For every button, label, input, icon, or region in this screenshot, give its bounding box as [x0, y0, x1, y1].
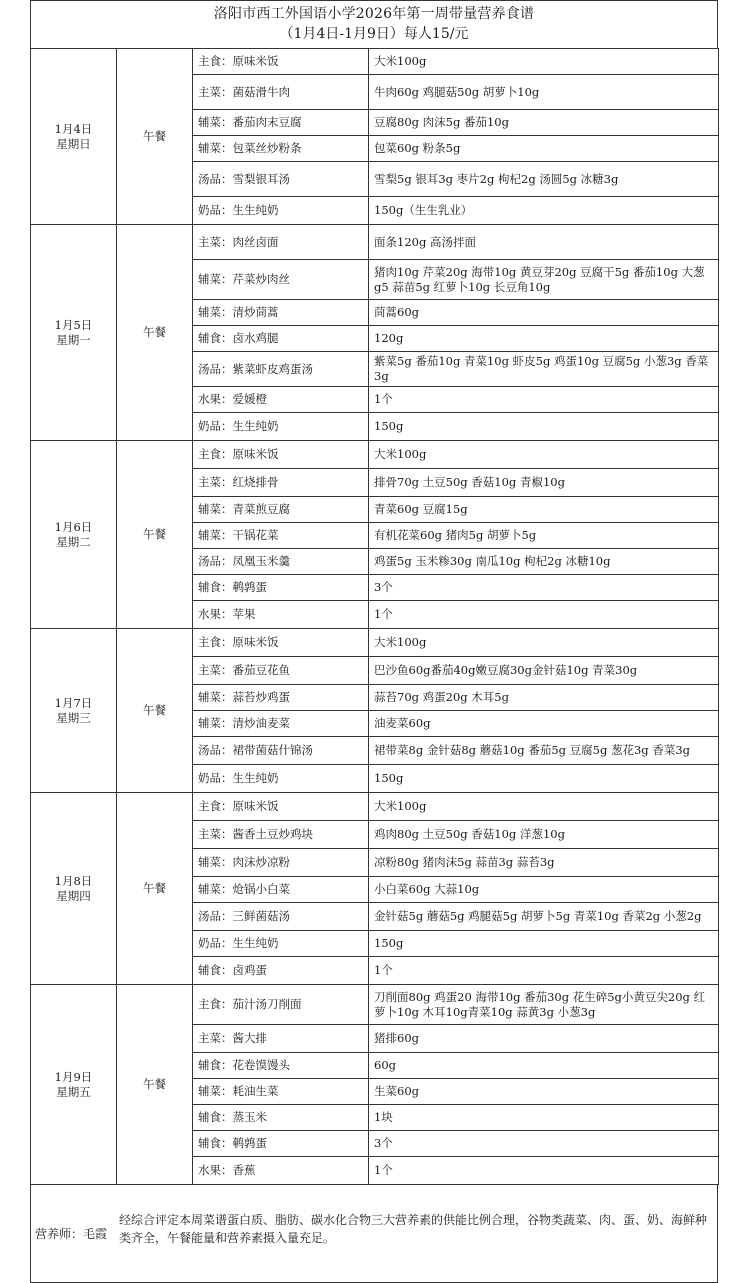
day-cell: [31, 629, 117, 793]
meal-type: 午餐: [117, 985, 193, 1185]
nutritionist-footer: [30, 1185, 718, 1283]
dish-ingredients: 面条120g 高汤拌面: [369, 225, 719, 260]
dish-name: 辅菜：蒜苔炒鸡蛋: [193, 685, 369, 711]
dish-ingredients: 油麦菜60g: [369, 711, 719, 737]
menu-row: [31, 793, 719, 821]
dish-ingredients: 1个: [369, 957, 719, 985]
dish-ingredients: 150g: [369, 413, 719, 441]
day-cell: [31, 441, 117, 629]
dish-ingredients: 150g: [369, 931, 719, 957]
dish-name: 主食：茄汁汤刀削面: [193, 985, 369, 1025]
day-cell: [31, 225, 117, 441]
dish-ingredients: 大米100g: [369, 629, 719, 657]
dish-name: 辅菜：包菜丝炒粉条: [193, 136, 369, 162]
dish-ingredients: 150g（生生乳业）: [369, 197, 719, 225]
dish-name: 辅食：鹌鹑蛋: [193, 1131, 369, 1157]
dish-name: 汤品：三鲜菌菇汤: [193, 903, 369, 931]
dish-ingredients: 大米100g: [369, 441, 719, 469]
dish-ingredients: 豆腐80g 肉沫5g 番茄10g: [369, 110, 719, 136]
dish-name: 主菜：酱大排: [193, 1025, 369, 1053]
dish-ingredients: 猪肉10g 芹菜20g 海带10g 黄豆芽20g 豆腐干5g 番茄10g 大葱g5 蒜苗5g 红萝卜10g 长豆角10g: [369, 260, 719, 300]
dish-name: 辅食：鹌鹑蛋: [193, 575, 369, 601]
dish-name: 主菜：酱香土豆炒鸡块: [193, 821, 369, 849]
dish-ingredients: 鸡肉80g 土豆50g 香菇10g 洋葱10g: [369, 821, 719, 849]
day-date: 1月9日: [54, 1069, 93, 1084]
title-box: [30, 0, 718, 48]
dish-ingredients: 雪梨5g 银耳3g 枣片2g 枸杞2g 汤圆5g 冰糖3g: [369, 162, 719, 197]
dish-ingredients: 蒜苔70g 鸡蛋20g 木耳5g: [369, 685, 719, 711]
dish-name: 辅食：卤水鸡腿: [193, 326, 369, 352]
dish-ingredients: 紫菜5g 番茄10g 青菜10g 虾皮5g 鸡蛋10g 豆腐5g 小葱3g 香菜3g: [369, 352, 719, 387]
day-weekday: 星期三: [56, 710, 91, 725]
meal-type: 午餐: [117, 225, 193, 441]
dish-name: 奶品：生生纯奶: [193, 765, 369, 793]
meal-type: 午餐: [117, 629, 193, 793]
dish-name: 水果：苹果: [193, 601, 369, 629]
nutritionist-label: 营养师：毛霞: [35, 1227, 108, 1241]
dish-name: 辅菜：清炒油麦菜: [193, 711, 369, 737]
dish-ingredients: 青菜60g 豆腐15g: [369, 497, 719, 523]
dish-name: 辅菜：炝锅小白菜: [193, 877, 369, 903]
menu-row: [31, 629, 719, 657]
dish-name: 主食：原味米饭: [193, 629, 369, 657]
meal-type: 午餐: [117, 441, 193, 629]
dish-ingredients: 150g: [369, 765, 719, 793]
dish-name: 辅菜：芹菜炒肉丝: [193, 260, 369, 300]
menu-row: [31, 49, 719, 75]
nutrition-summary: 经综合评定本周菜谱蛋白质、脂肪、碳水化合物三大营养素的供能比例合理，谷物类蔬菜、肉、蛋、奶、海鲜种类齐全，午餐能量和营养素摄入量充足。: [119, 1213, 708, 1245]
dish-name: 辅食：蒸玉米: [193, 1105, 369, 1131]
dish-name: 汤品：裙带菌菇什锦汤: [193, 737, 369, 765]
dish-name: 主食：原味米饭: [193, 793, 369, 821]
dish-ingredients: 茼蒿60g: [369, 300, 719, 326]
dish-ingredients: 60g: [369, 1053, 719, 1079]
day-date: 1月8日: [54, 873, 93, 888]
dish-name: 汤品：紫菜虾皮鸡蛋汤: [193, 352, 369, 387]
dish-ingredients: 包菜60g 粉条5g: [369, 136, 719, 162]
day-cell: [31, 985, 117, 1185]
dish-name: 奶品：生生纯奶: [193, 197, 369, 225]
dish-ingredients: 1个: [369, 387, 719, 413]
dish-name: 奶品：生生纯奶: [193, 413, 369, 441]
dish-ingredients: 鸡蛋5g 玉米糁30g 南瓜10g 枸杞2g 冰糖10g: [369, 549, 719, 575]
dish-name: 汤品：凤凰玉米羹: [193, 549, 369, 575]
dish-ingredients: 凉粉80g 猪肉沫5g 蒜苗3g 蒜苔3g: [369, 849, 719, 877]
day-cell: [31, 793, 117, 985]
day-date: 1月5日: [54, 317, 93, 332]
dish-name: 辅食：卤鸡蛋: [193, 957, 369, 985]
dish-ingredients: 排骨70g 土豆50g 香菇10g 青椒10g: [369, 469, 719, 497]
dish-ingredients: 金针菇5g 蘑菇5g 鸡腿菇5g 胡萝卜5g 青菜10g 香菜2g 小葱2g: [369, 903, 719, 931]
dish-ingredients: 1块: [369, 1105, 719, 1131]
menu-sheet: [30, 0, 718, 1283]
day-weekday: 星期五: [56, 1084, 91, 1099]
day-weekday: 星期四: [56, 888, 91, 903]
dish-name: 辅菜：干锅花菜: [193, 523, 369, 549]
day-date: 1月6日: [54, 519, 93, 534]
menu-row: [31, 441, 719, 469]
dish-name: 主食：原味米饭: [193, 441, 369, 469]
dish-ingredients: 小白菜60g 大蒜10g: [369, 877, 719, 903]
dish-ingredients: 刀削面80g 鸡蛋20 海带10g 番茄30g 花生碎5g小黄豆尖20g 红萝卜10g 木耳10g青菜10g 蒜黄3g 小葱3g: [369, 985, 719, 1025]
dish-ingredients: 3个: [369, 575, 719, 601]
menu-row: [31, 225, 719, 260]
day-weekday: 星期二: [56, 534, 91, 549]
dish-name: 辅菜：青菜煎豆腐: [193, 497, 369, 523]
dish-ingredients: 3个: [369, 1131, 719, 1157]
meal-type: 午餐: [117, 49, 193, 225]
day-weekday: 星期一: [56, 332, 91, 347]
dish-ingredients: 生菜60g: [369, 1079, 719, 1105]
dish-ingredients: 巴沙鱼60g番茄40g嫩豆腐30g金针菇10g 青菜30g: [369, 657, 719, 685]
dish-name: 主菜：肉丝卤面: [193, 225, 369, 260]
dish-name: 主食：原味米饭: [193, 49, 369, 75]
dish-ingredients: 大米100g: [369, 49, 719, 75]
page-title: 洛阳市西工外国语小学2026年第一周带量营养食谱: [213, 6, 535, 22]
day-weekday: 星期日: [56, 136, 91, 151]
dish-ingredients: 1个: [369, 1157, 719, 1185]
day-date: 1月7日: [54, 695, 93, 710]
dish-name: 主菜：番茄豆花鱼: [193, 657, 369, 685]
dish-name: 辅菜：肉沫炒凉粉: [193, 849, 369, 877]
dish-name: 水果：香蕉: [193, 1157, 369, 1185]
day-cell: [31, 49, 117, 225]
dish-name: 辅菜：耗油生菜: [193, 1079, 369, 1105]
dish-name: 辅食：花卷馍馒头: [193, 1053, 369, 1079]
dish-ingredients: 裙带菜8g 金针菇8g 蘑菇10g 番茄5g 豆腐5g 葱花3g 香菜3g: [369, 737, 719, 765]
dish-name: 汤品：雪梨银耳汤: [193, 162, 369, 197]
dish-ingredients: 猪排60g: [369, 1025, 719, 1053]
dish-ingredients: 有机花菜60g 猪肉5g 胡萝卜5g: [369, 523, 719, 549]
day-date: 1月4日: [54, 121, 93, 136]
dish-name: 主菜：菌菇滑牛肉: [193, 75, 369, 110]
dish-name: 辅菜：清炒茼蒿: [193, 300, 369, 326]
dish-ingredients: 大米100g: [369, 793, 719, 821]
dish-name: 水果：爱媛橙: [193, 387, 369, 413]
menu-table: [30, 48, 719, 1185]
menu-row: [31, 985, 719, 1025]
dish-name: 辅菜：番茄肉末豆腐: [193, 110, 369, 136]
dish-ingredients: 牛肉60g 鸡腿菇50g 胡萝卜10g: [369, 75, 719, 110]
page-subtitle: （1月4日-1月9日）每人15/元: [279, 26, 469, 42]
dish-ingredients: 1个: [369, 601, 719, 629]
dish-name: 主菜：红烧排骨: [193, 469, 369, 497]
dish-ingredients: 120g: [369, 326, 719, 352]
meal-type: 午餐: [117, 793, 193, 985]
dish-name: 奶品：生生纯奶: [193, 931, 369, 957]
